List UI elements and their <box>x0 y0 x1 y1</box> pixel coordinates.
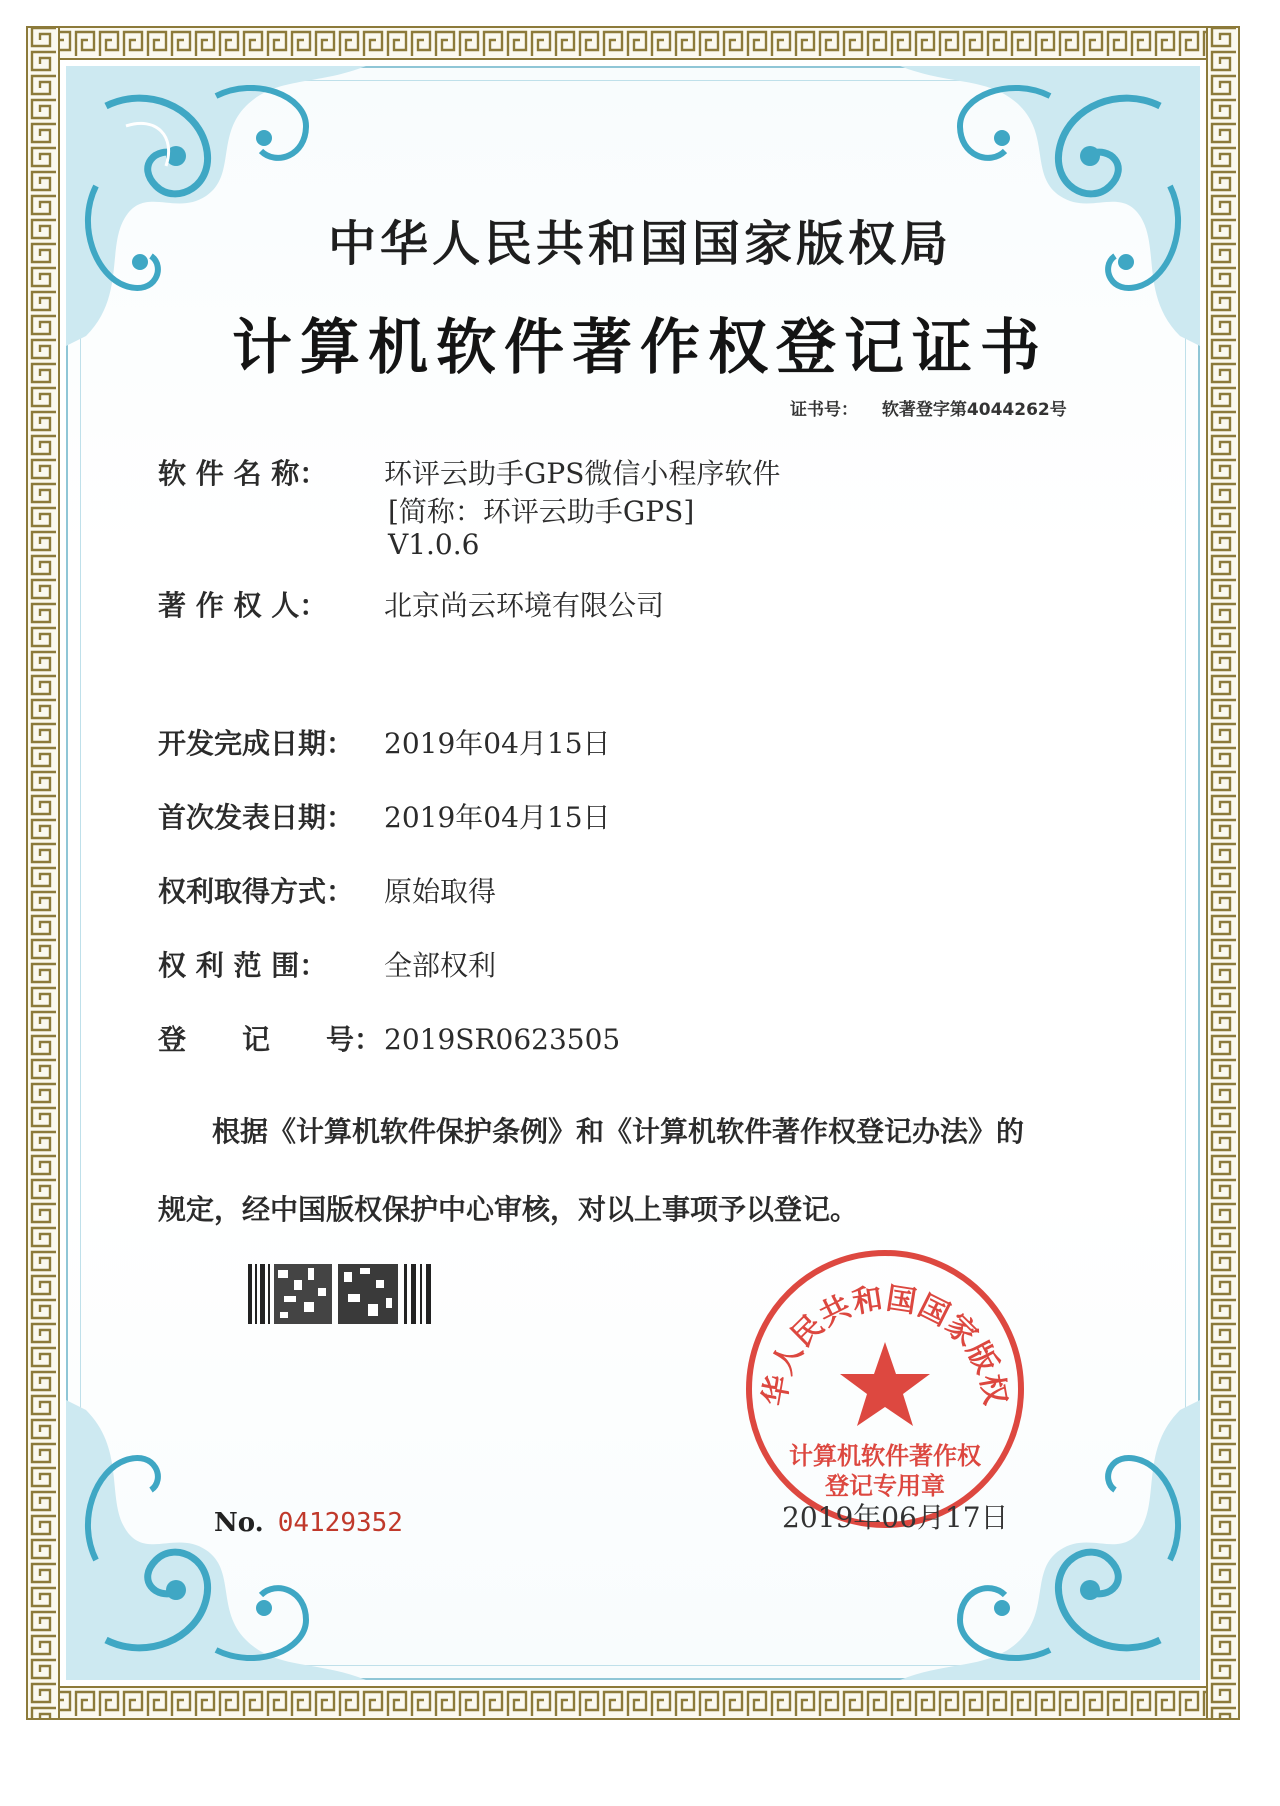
serial-number-label: No. <box>214 1508 264 1538</box>
acquisition-label: 权利取得方式： <box>158 875 355 908</box>
seal-outer-text: 华人民共和国国家版权 <box>757 1281 1013 1409</box>
seal-inner-line-2: 登记专用章 <box>825 1471 945 1500</box>
meander-border-top <box>26 26 1240 60</box>
statement-line-1: 根据《计算机软件保护条例》和《计算机软件著作权登记办法》的 <box>212 1115 1025 1148</box>
seal-inner-line-1: 计算机软件著作权 <box>789 1441 981 1470</box>
official-seal <box>740 1244 1030 1534</box>
serial-number-value: 04129352 <box>277 1508 403 1538</box>
pub-date-label: 首次发表日期： <box>158 801 355 834</box>
serial-number <box>214 1508 403 1538</box>
software-short-name: [简称：环评云助手GPS] <box>388 495 695 528</box>
certificate-title: 计算机软件著作权登记证书 <box>232 313 1048 383</box>
software-name-row <box>158 452 780 492</box>
acquisition-row <box>158 870 496 910</box>
acquisition-value: 原始取得 <box>384 875 497 908</box>
software-name-value: 环评云助手GPS微信小程序软件 <box>384 457 781 490</box>
registration-number-row <box>158 1018 620 1058</box>
software-name-label: 软 件 名 称： <box>158 457 328 490</box>
dev-date-row <box>158 722 611 762</box>
copyright-owner-row <box>158 584 664 624</box>
certificate-number-label: 证书号： <box>790 400 858 420</box>
rights-scope-label: 权 利 范 围： <box>158 949 328 982</box>
pub-date-value: 2019年04月15日 <box>384 801 611 834</box>
copyright-owner-label: 著 作 权 人： <box>158 589 328 622</box>
issuing-authority: 中华人民共和国国家版权局 <box>327 216 952 272</box>
meander-border-right <box>1206 26 1240 1720</box>
dev-date-value: 2019年04月15日 <box>384 727 611 760</box>
registration-number-label: 登 记 号： <box>158 1023 383 1056</box>
barcode-icon <box>248 1264 432 1324</box>
scroll-ornament-icon <box>66 1400 366 1680</box>
statement-line-2: 规定，经中国版权保护中心审核，对以上事项予以登记。 <box>158 1193 859 1226</box>
rights-scope-value: 全部权利 <box>384 949 497 982</box>
copyright-owner-value: 北京尚云环境有限公司 <box>384 589 665 622</box>
software-version: V1.0.6 <box>388 528 480 561</box>
dev-date-label: 开发完成日期： <box>158 727 355 760</box>
meander-border-left <box>26 26 60 1720</box>
registration-number-value: 2019SR0623505 <box>384 1023 621 1056</box>
certificate-number <box>790 395 1067 420</box>
meander-border-bottom <box>26 1686 1240 1720</box>
issue-date: 2019年06月17日 <box>782 1501 1009 1534</box>
certificate-number-value: 软著登字第4044262号 <box>881 400 1067 420</box>
pub-date-row <box>158 796 611 836</box>
rights-scope-row <box>158 944 496 984</box>
